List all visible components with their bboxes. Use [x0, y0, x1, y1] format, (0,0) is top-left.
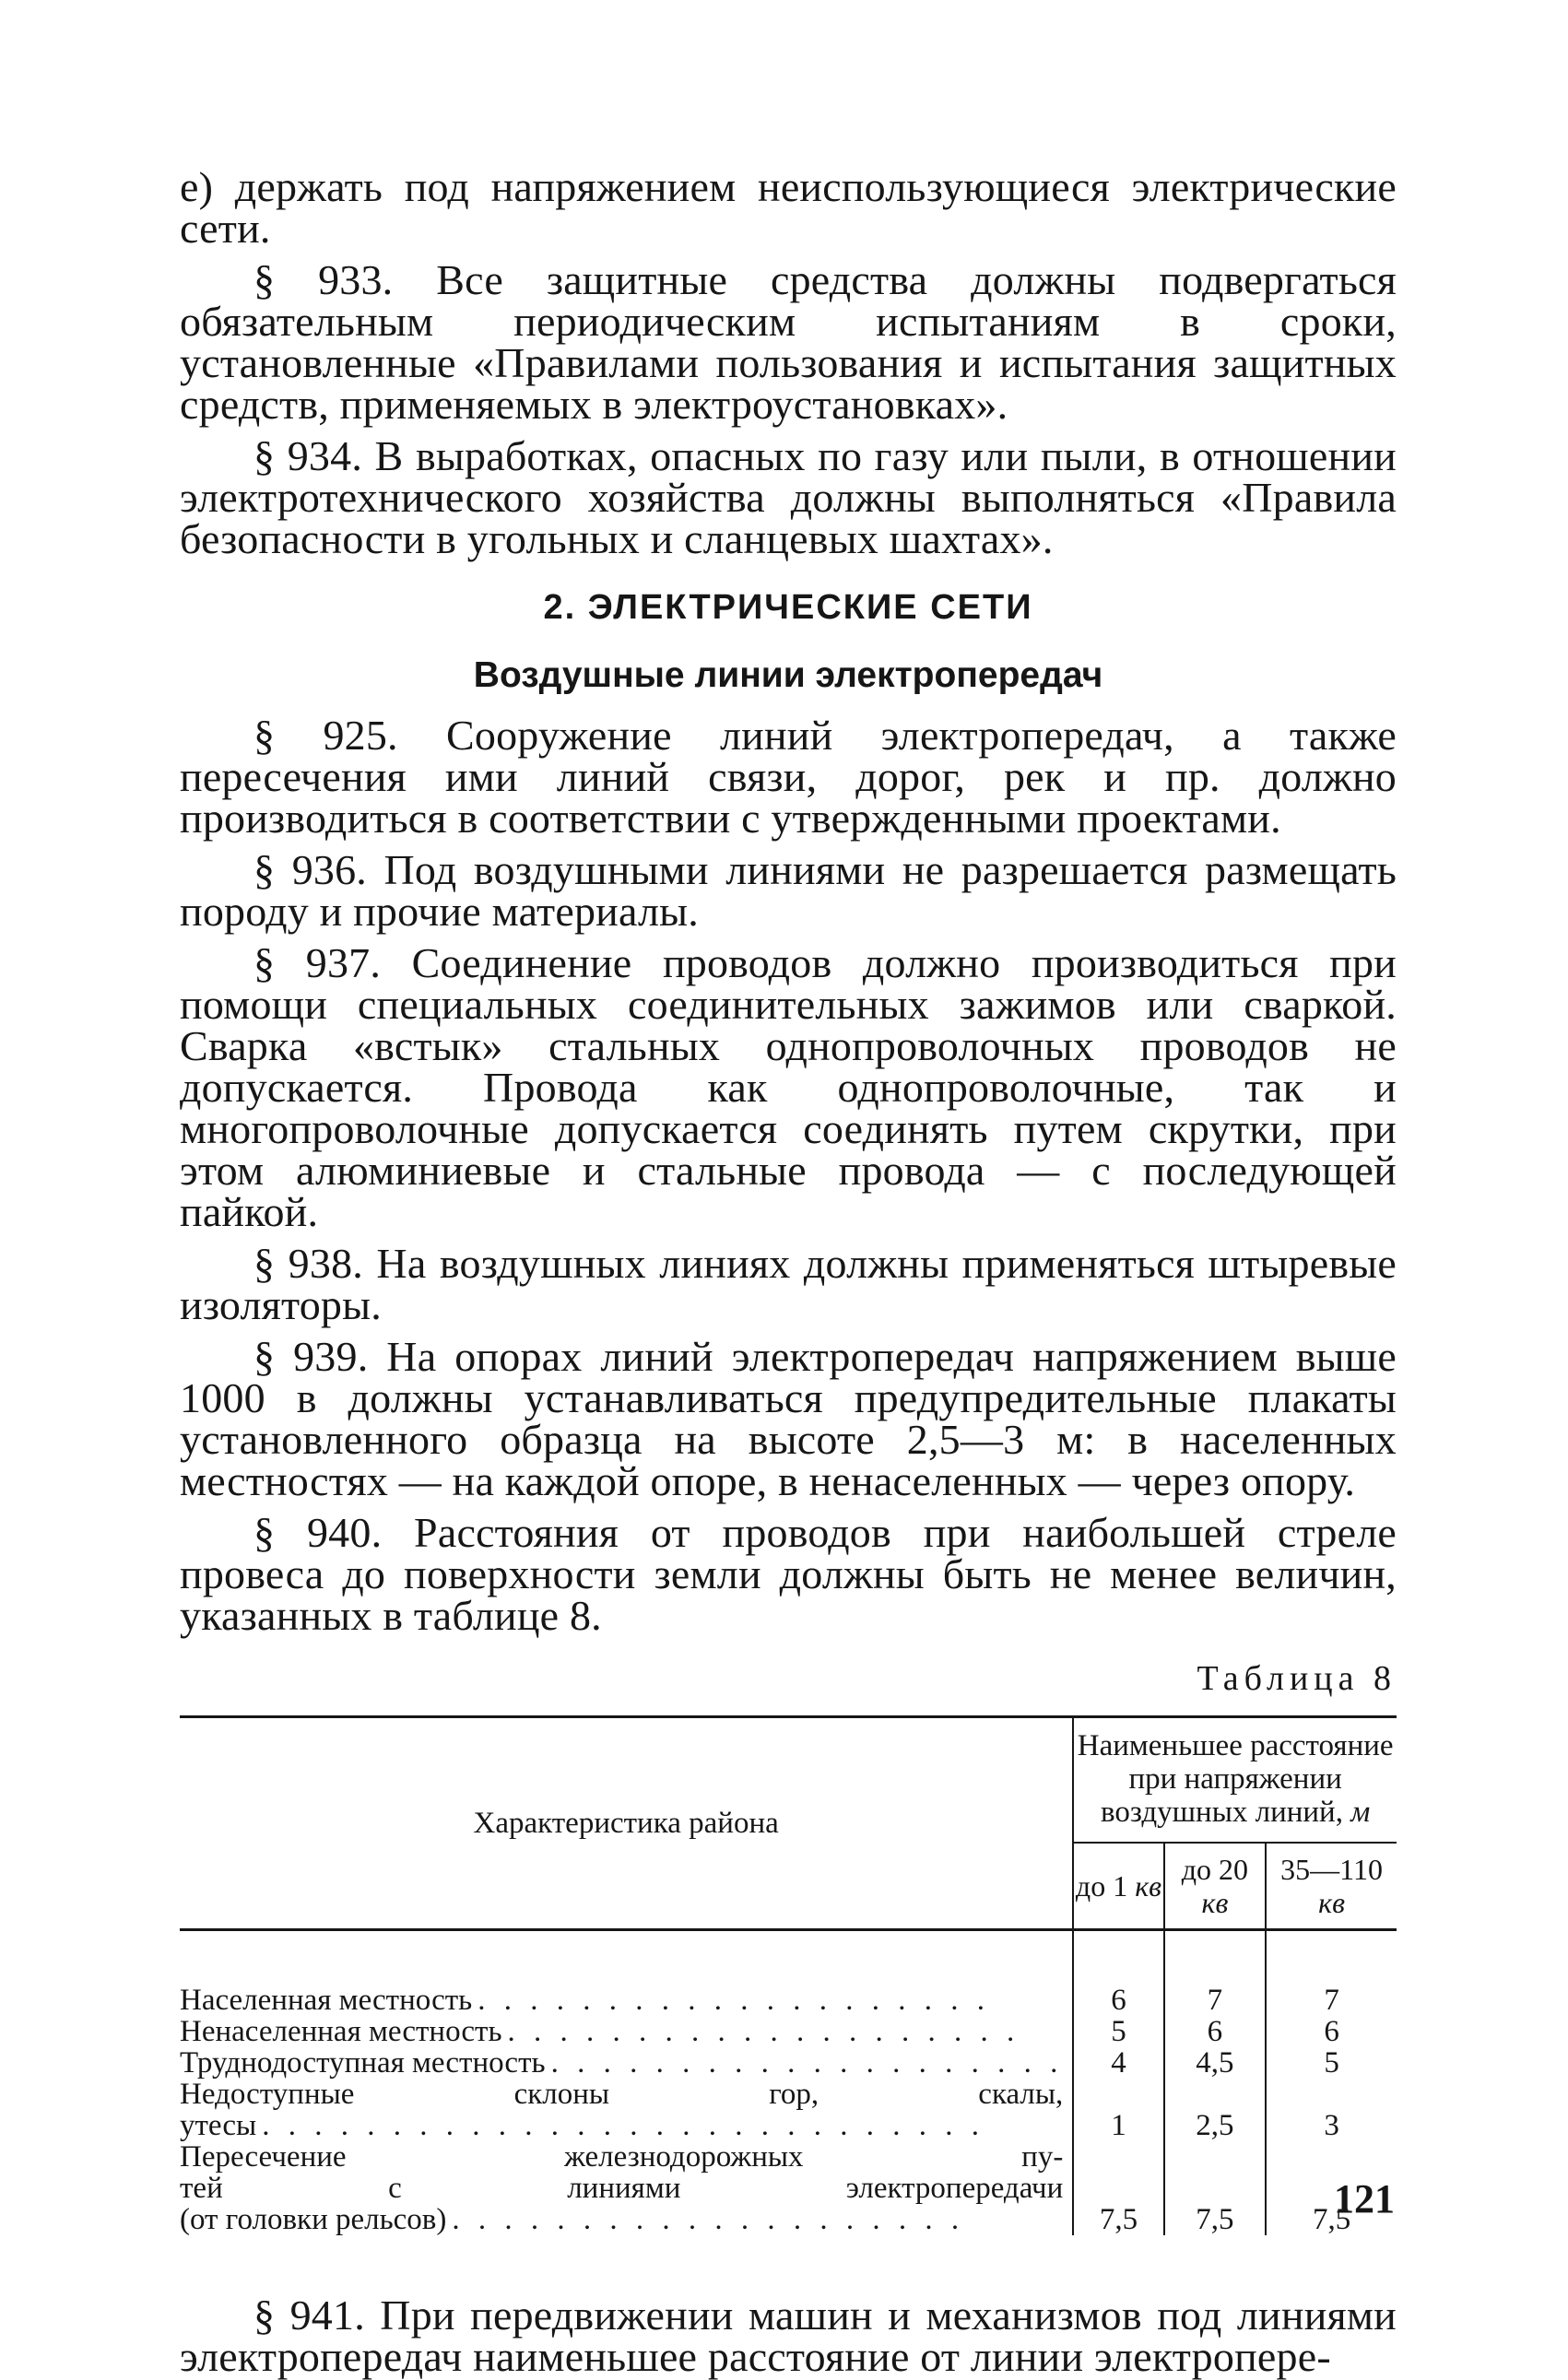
dot-leader: . . . . . . . . . . . . . . . . . . . . — [477, 1985, 990, 2016]
subsection-title: Воздушные линии электропередач — [473, 655, 1103, 695]
header-col-2 — [1164, 1843, 1267, 1930]
paragraph-e: е) держать под напряжением неиспользующиеся электрические сети. — [180, 163, 1397, 252]
paragraph-934: § 934. В выработках, опасных по газу или пыли, в отношении электротехнического хозяйства должны выполняться «Правила безопасности в угольных и сланцевых шахтах». — [180, 432, 1397, 562]
cell-value: 4,5 — [1164, 2047, 1267, 2079]
dot-leader: . . . . . . . . . . . . . . . . . . . . — [452, 2204, 965, 2235]
paragraph-940: § 940. Расстояния от проводов при наибольшей стреле провеса до поверхности земли должны быть не менее величин, указанных в таблице 8. — [180, 1509, 1397, 1639]
header-col-1 — [1073, 1843, 1163, 1930]
distance-table — [180, 1715, 1397, 2235]
header-col-2-unit: кв — [1201, 1886, 1229, 1919]
header-col-3 — [1266, 1843, 1397, 1930]
cell-value: 7,5 — [1099, 2203, 1138, 2236]
paragraph-941: § 941. При передвижении машин и механизмов под линиями электропередач наименьшее расстояние от линии электропере- — [180, 2292, 1397, 2380]
row-region — [180, 2079, 1073, 2141]
header-col-3-label: 35—110 — [1280, 1853, 1383, 1886]
cell-value: 7,5 — [1164, 2141, 1267, 2235]
paragraph-939: § 939. На опорах линий электропередач напряжением выше 1000 в должны устанавливаться предупредительные плакаты установленного образца на высоте 2,5—3 м: в населенных местностях — на каждой опоре, в ненаселенных — через опору. — [180, 1333, 1397, 1504]
table-caption: Таблица 8 — [1197, 1659, 1397, 1698]
cell-value: 7,5 — [1266, 2141, 1397, 2235]
dot-leader: . . . . . . . . . . . . . . . . . . . . — [550, 2047, 1064, 2079]
row-region-line: тей с линиями электропередачи — [180, 2172, 1064, 2205]
row-region — [180, 2016, 1073, 2047]
row-region-text: Ненаселенная местность — [180, 2015, 502, 2048]
row-region-text: Труднодоступная местность — [180, 2046, 546, 2080]
paragraph-938: § 938. На воздушных линиях должны применяться штыревые изоляторы. — [180, 1240, 1397, 1328]
row-region-text: (от головки рельсов) — [180, 2203, 447, 2236]
header-group-text: Наименьшее расстояние при напряжении воздушных линий, — [1077, 1729, 1394, 1829]
dot-leader: . . . . . . . . . . . . . . . . . . . . — [507, 2016, 1020, 2047]
cell-value: 1 — [1111, 2109, 1126, 2142]
header-col-2-label: до 20 — [1181, 1853, 1249, 1886]
cell-value: 7 — [1164, 1930, 1267, 2017]
cell-value: 7 — [1266, 1930, 1397, 2017]
table-row — [180, 2016, 1397, 2047]
row-region-text: Населенная местность — [180, 1984, 473, 2017]
cell-value: 2,5 — [1164, 2079, 1267, 2141]
header-region: Характеристика района — [180, 1717, 1073, 1930]
page-number: 121 — [1334, 2176, 1395, 2221]
header-group — [1073, 1717, 1397, 1844]
row-region — [180, 2047, 1073, 2079]
header-col-1-label: до 1 — [1075, 1869, 1128, 1903]
cell-value: 4 — [1111, 2046, 1126, 2080]
paragraph-936: § 936. Под воздушными линиями не разрешается размещать породу и прочие материалы. — [180, 846, 1397, 935]
paragraph-925: § 925. Сооружение линий электропередач, а также пересечения ими линий связи, дорог, рек и пр. должно производиться в соответствии с утвержденными проектами. — [180, 712, 1397, 842]
paragraph-937: § 937. Соединение проводов должно производиться при помощи специальных соединительных зажимов или сваркой. Сварка «встык» стальных однопроволочных проводов не допускается. Провода как однопроволочные, так и многопроволочные допускается соединять путем скрутки, при этом алюминиевые и стальные провода — с последующей пайкой. — [180, 939, 1397, 1235]
cell-value: 3 — [1266, 2079, 1397, 2141]
cell-value: 6 — [1111, 1984, 1126, 2017]
table-row — [180, 2141, 1397, 2235]
header-col-3-unit: кв — [1318, 1886, 1345, 1919]
row-region-text: утесы — [180, 2109, 257, 2142]
cell-value: 5 — [1266, 2047, 1397, 2079]
page-content — [180, 163, 1397, 2380]
cell-value: 6 — [1164, 2016, 1267, 2047]
row-region — [180, 1930, 1073, 2017]
row-region-line: Недоступные склоны гор, скалы, — [180, 2078, 1064, 2111]
header-col-1-unit: кв — [1135, 1869, 1162, 1903]
section-title: 2. ЭЛЕКТРИЧЕСКИЕ СЕТИ — [543, 588, 1033, 627]
row-region-line: Пересечение железнодорожных пу- — [180, 2140, 1064, 2174]
dot-leader: . . . . . . . . . . . . . . . . . . . . . . . . . . . . — [262, 2110, 984, 2141]
table-row — [180, 2047, 1397, 2079]
cell-value: 5 — [1111, 2015, 1126, 2048]
paragraph-933: § 933. Все защитные средства должны подвергаться обязательным периодическим испытаниям в сроки, установленные «Правилами пользования и испытания защитных средств, применяемых в электроустановках». — [180, 256, 1397, 428]
cell-value: 6 — [1266, 2016, 1397, 2047]
table-row — [180, 1930, 1397, 2017]
row-region — [180, 2141, 1073, 2235]
header-group-unit: м — [1350, 1796, 1371, 1829]
table-row — [180, 2079, 1397, 2141]
